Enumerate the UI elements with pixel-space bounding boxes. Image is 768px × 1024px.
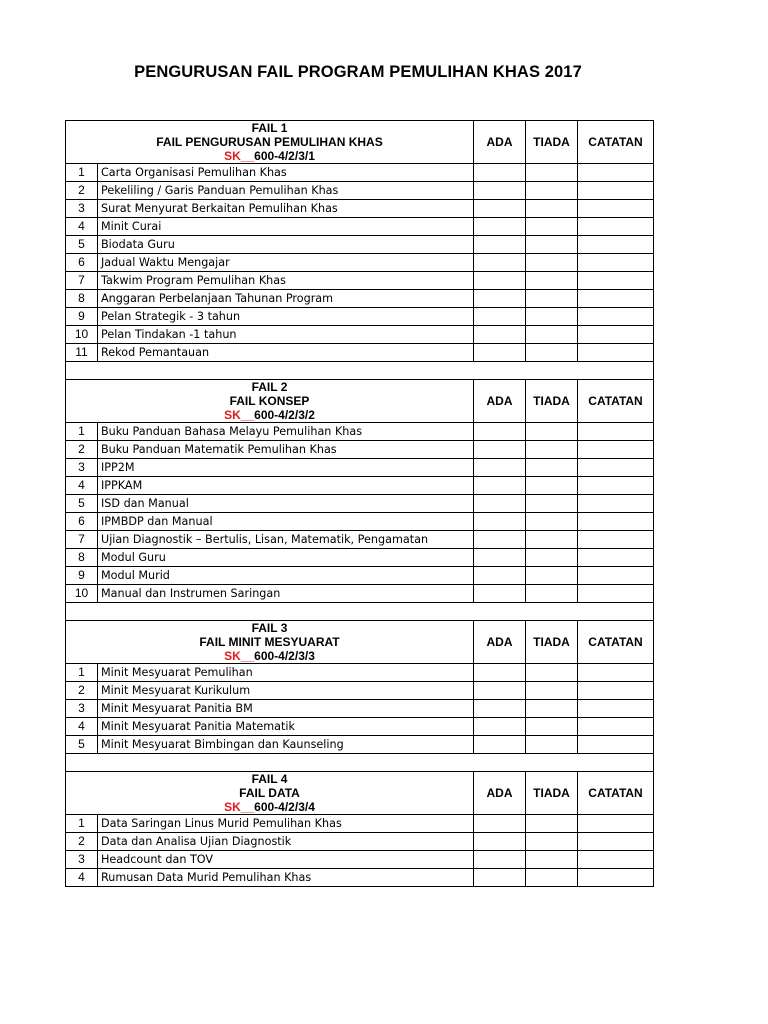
fail-3-reference bbox=[66, 649, 473, 663]
item-description: Rumusan Data Murid Pemulihan Khas bbox=[98, 869, 474, 887]
item-description: Headcount dan TOV bbox=[98, 851, 474, 869]
tiada-checkbox-cell[interactable] bbox=[526, 815, 578, 833]
table-row bbox=[66, 326, 654, 344]
tiada-checkbox-cell[interactable] bbox=[526, 513, 578, 531]
table-row bbox=[66, 459, 654, 477]
item-number: 2 bbox=[66, 182, 98, 200]
fail-4-file-ref: 600-4/2/3/4 bbox=[254, 800, 315, 814]
ada-checkbox-cell[interactable] bbox=[474, 495, 526, 513]
table-row bbox=[66, 682, 654, 700]
catatan-note-cell[interactable] bbox=[578, 423, 654, 441]
table-row bbox=[66, 290, 654, 308]
table-row bbox=[66, 513, 654, 531]
item-description: IPP2M bbox=[98, 459, 474, 477]
fail-3-col-tiada: TIADA bbox=[526, 621, 578, 664]
catatan-note-cell[interactable] bbox=[578, 164, 654, 182]
catatan-note-cell[interactable] bbox=[578, 308, 654, 326]
catatan-note-cell[interactable] bbox=[578, 459, 654, 477]
catatan-note-cell[interactable] bbox=[578, 326, 654, 344]
ada-checkbox-cell[interactable] bbox=[474, 459, 526, 477]
tiada-checkbox-cell[interactable] bbox=[526, 700, 578, 718]
section-spacer-row bbox=[66, 362, 654, 380]
item-description: Minit Mesyuarat Pemulihan bbox=[98, 664, 474, 682]
catatan-note-cell[interactable] bbox=[578, 567, 654, 585]
item-description: Modul Guru bbox=[98, 549, 474, 567]
fail-4-title-cell bbox=[66, 772, 474, 815]
item-description: Minit Mesyuarat Panitia BM bbox=[98, 700, 474, 718]
item-description: Data dan Analisa Ujian Diagnostik bbox=[98, 833, 474, 851]
table-row bbox=[66, 815, 654, 833]
fail-2-file-ref: 600-4/2/3/2 bbox=[254, 408, 315, 422]
catatan-note-cell[interactable] bbox=[578, 513, 654, 531]
fail-2-col-catatan: CATATAN bbox=[578, 380, 654, 423]
catatan-note-cell[interactable] bbox=[578, 495, 654, 513]
item-description: Jadual Waktu Mengajar bbox=[98, 254, 474, 272]
catatan-note-cell[interactable] bbox=[578, 700, 654, 718]
item-number: 1 bbox=[66, 815, 98, 833]
catatan-note-cell[interactable] bbox=[578, 200, 654, 218]
item-number: 4 bbox=[66, 718, 98, 736]
checklist-table-body bbox=[66, 121, 654, 887]
catatan-note-cell[interactable] bbox=[578, 441, 654, 459]
fail-4-sk-prefix: SK__ bbox=[224, 800, 255, 814]
catatan-note-cell[interactable] bbox=[578, 585, 654, 603]
spacer-cell bbox=[66, 362, 654, 380]
tiada-checkbox-cell[interactable] bbox=[526, 182, 578, 200]
item-description: Carta Organisasi Pemulihan Khas bbox=[98, 164, 474, 182]
tiada-checkbox-cell[interactable] bbox=[526, 718, 578, 736]
spacer-cell bbox=[66, 603, 654, 621]
ada-checkbox-cell[interactable] bbox=[474, 700, 526, 718]
ada-checkbox-cell[interactable] bbox=[474, 549, 526, 567]
table-row bbox=[66, 549, 654, 567]
fail-2-header-row bbox=[66, 380, 654, 423]
item-description: ISD dan Manual bbox=[98, 495, 474, 513]
tiada-checkbox-cell[interactable] bbox=[526, 344, 578, 362]
item-number: 4 bbox=[66, 477, 98, 495]
catatan-note-cell[interactable] bbox=[578, 815, 654, 833]
table-row bbox=[66, 182, 654, 200]
catatan-note-cell[interactable] bbox=[578, 549, 654, 567]
catatan-note-cell[interactable] bbox=[578, 477, 654, 495]
table-row bbox=[66, 272, 654, 290]
ada-checkbox-cell[interactable] bbox=[474, 236, 526, 254]
section-spacer-row bbox=[66, 754, 654, 772]
ada-checkbox-cell[interactable] bbox=[474, 531, 526, 549]
item-number: 10 bbox=[66, 326, 98, 344]
catatan-note-cell[interactable] bbox=[578, 851, 654, 869]
fail-3-col-catatan: CATATAN bbox=[578, 621, 654, 664]
item-description: Minit Curai bbox=[98, 218, 474, 236]
tiada-checkbox-cell[interactable] bbox=[526, 531, 578, 549]
ada-checkbox-cell[interactable] bbox=[474, 290, 526, 308]
table-row bbox=[66, 531, 654, 549]
page-title: PENGURUSAN FAIL PROGRAM PEMULIHAN KHAS 2017 bbox=[134, 63, 582, 81]
ada-checkbox-cell[interactable] bbox=[474, 567, 526, 585]
ada-checkbox-cell[interactable] bbox=[474, 344, 526, 362]
fail-1-number: FAIL 1 bbox=[251, 121, 288, 135]
table-row bbox=[66, 736, 654, 754]
tiada-checkbox-cell[interactable] bbox=[526, 495, 578, 513]
ada-checkbox-cell[interactable] bbox=[474, 736, 526, 754]
ada-checkbox-cell[interactable] bbox=[474, 682, 526, 700]
tiada-checkbox-cell[interactable] bbox=[526, 477, 578, 495]
tiada-checkbox-cell[interactable] bbox=[526, 682, 578, 700]
catatan-note-cell[interactable] bbox=[578, 344, 654, 362]
catatan-note-cell[interactable] bbox=[578, 833, 654, 851]
tiada-checkbox-cell[interactable] bbox=[526, 585, 578, 603]
item-description: Takwim Program Pemulihan Khas bbox=[98, 272, 474, 290]
fail-1-title-cell bbox=[66, 121, 474, 164]
tiada-checkbox-cell[interactable] bbox=[526, 290, 578, 308]
fail-1-name: FAIL PENGURUSAN PEMULIHAN KHAS bbox=[156, 135, 383, 149]
tiada-checkbox-cell[interactable] bbox=[526, 549, 578, 567]
table-row bbox=[66, 236, 654, 254]
tiada-checkbox-cell[interactable] bbox=[526, 736, 578, 754]
table-row bbox=[66, 423, 654, 441]
catatan-note-cell[interactable] bbox=[578, 236, 654, 254]
fail-4-col-ada: ADA bbox=[474, 772, 526, 815]
item-description: Data Saringan Linus Murid Pemulihan Khas bbox=[98, 815, 474, 833]
fail-3-file-ref: 600-4/2/3/3 bbox=[254, 649, 315, 663]
catatan-note-cell[interactable] bbox=[578, 736, 654, 754]
ada-checkbox-cell[interactable] bbox=[474, 326, 526, 344]
tiada-checkbox-cell[interactable] bbox=[526, 851, 578, 869]
tiada-checkbox-cell[interactable] bbox=[526, 869, 578, 887]
table-row bbox=[66, 200, 654, 218]
tiada-checkbox-cell[interactable] bbox=[526, 236, 578, 254]
catatan-note-cell[interactable] bbox=[578, 682, 654, 700]
tiada-checkbox-cell[interactable] bbox=[526, 164, 578, 182]
table-row bbox=[66, 585, 654, 603]
item-number: 2 bbox=[66, 441, 98, 459]
table-row bbox=[66, 851, 654, 869]
item-description: Pelan Tindakan -1 tahun bbox=[98, 326, 474, 344]
item-number: 7 bbox=[66, 531, 98, 549]
table-row bbox=[66, 164, 654, 182]
item-number: 6 bbox=[66, 513, 98, 531]
item-description: Buku Panduan Bahasa Melayu Pemulihan Khas bbox=[98, 423, 474, 441]
tiada-checkbox-cell[interactable] bbox=[526, 459, 578, 477]
ada-checkbox-cell[interactable] bbox=[474, 851, 526, 869]
ada-checkbox-cell[interactable] bbox=[474, 200, 526, 218]
tiada-checkbox-cell[interactable] bbox=[526, 441, 578, 459]
fail-2-sk-prefix: SK__ bbox=[224, 408, 255, 422]
item-number: 1 bbox=[66, 423, 98, 441]
item-number: 1 bbox=[66, 164, 98, 182]
fail-1-col-ada: ADA bbox=[474, 121, 526, 164]
tiada-checkbox-cell[interactable] bbox=[526, 218, 578, 236]
fail-4-header-row bbox=[66, 772, 654, 815]
fail-1-col-catatan: CATATAN bbox=[578, 121, 654, 164]
ada-checkbox-cell[interactable] bbox=[474, 272, 526, 290]
table-row bbox=[66, 218, 654, 236]
item-number: 3 bbox=[66, 851, 98, 869]
fail-2-number: FAIL 2 bbox=[251, 380, 288, 394]
fail-4-number: FAIL 4 bbox=[251, 772, 288, 786]
item-number: 11 bbox=[66, 344, 98, 362]
table-row bbox=[66, 477, 654, 495]
ada-checkbox-cell[interactable] bbox=[474, 477, 526, 495]
tiada-checkbox-cell[interactable] bbox=[526, 326, 578, 344]
item-number: 2 bbox=[66, 833, 98, 851]
table-row bbox=[66, 664, 654, 682]
fail-4-col-tiada: TIADA bbox=[526, 772, 578, 815]
table-row bbox=[66, 308, 654, 326]
ada-checkbox-cell[interactable] bbox=[474, 833, 526, 851]
item-description: Surat Menyurat Berkaitan Pemulihan Khas bbox=[98, 200, 474, 218]
ada-checkbox-cell[interactable] bbox=[474, 585, 526, 603]
tiada-checkbox-cell[interactable] bbox=[526, 272, 578, 290]
catatan-note-cell[interactable] bbox=[578, 272, 654, 290]
ada-checkbox-cell[interactable] bbox=[474, 718, 526, 736]
tiada-checkbox-cell[interactable] bbox=[526, 423, 578, 441]
table-row bbox=[66, 718, 654, 736]
item-description: Modul Murid bbox=[98, 567, 474, 585]
ada-checkbox-cell[interactable] bbox=[474, 441, 526, 459]
item-number: 4 bbox=[66, 218, 98, 236]
table-row bbox=[66, 869, 654, 887]
item-description: Ujian Diagnostik – Bertulis, Lisan, Matematik, Pengamatan bbox=[98, 531, 474, 549]
fail-1-file-ref: 600-4/2/3/1 bbox=[254, 149, 315, 163]
ada-checkbox-cell[interactable] bbox=[474, 513, 526, 531]
item-description: IPPKAM bbox=[98, 477, 474, 495]
tiada-checkbox-cell[interactable] bbox=[526, 567, 578, 585]
table-row bbox=[66, 700, 654, 718]
catatan-note-cell[interactable] bbox=[578, 182, 654, 200]
ada-checkbox-cell[interactable] bbox=[474, 664, 526, 682]
fail-1-header-row bbox=[66, 121, 654, 164]
item-number: 3 bbox=[66, 459, 98, 477]
table-row bbox=[66, 254, 654, 272]
checklist-table bbox=[65, 120, 654, 887]
table-row bbox=[66, 567, 654, 585]
item-number: 1 bbox=[66, 664, 98, 682]
item-number: 5 bbox=[66, 495, 98, 513]
fail-1-col-tiada: TIADA bbox=[526, 121, 578, 164]
fail-2-col-tiada: TIADA bbox=[526, 380, 578, 423]
fail-3-number: FAIL 3 bbox=[251, 621, 288, 635]
fail-3-title-cell bbox=[66, 621, 474, 664]
item-number: 2 bbox=[66, 682, 98, 700]
tiada-checkbox-cell[interactable] bbox=[526, 254, 578, 272]
fail-2-name: FAIL KONSEP bbox=[229, 394, 310, 408]
catatan-note-cell[interactable] bbox=[578, 531, 654, 549]
ada-checkbox-cell[interactable] bbox=[474, 869, 526, 887]
fail-3-header-row bbox=[66, 621, 654, 664]
item-number: 8 bbox=[66, 290, 98, 308]
item-description: Minit Mesyuarat Panitia Matematik bbox=[98, 718, 474, 736]
fail-2-col-ada: ADA bbox=[474, 380, 526, 423]
item-description: Pelan Strategik - 3 tahun bbox=[98, 308, 474, 326]
item-number: 10 bbox=[66, 585, 98, 603]
tiada-checkbox-cell[interactable] bbox=[526, 664, 578, 682]
item-number: 8 bbox=[66, 549, 98, 567]
table-row bbox=[66, 441, 654, 459]
item-number: 3 bbox=[66, 700, 98, 718]
item-description: Anggaran Perbelanjaan Tahunan Program bbox=[98, 290, 474, 308]
fail-2-reference bbox=[66, 408, 473, 422]
ada-checkbox-cell[interactable] bbox=[474, 218, 526, 236]
item-number: 3 bbox=[66, 200, 98, 218]
item-description: Pekeliling / Garis Panduan Pemulihan Khas bbox=[98, 182, 474, 200]
item-number: 9 bbox=[66, 567, 98, 585]
fail-3-sk-prefix: SK__ bbox=[224, 649, 255, 663]
ada-checkbox-cell[interactable] bbox=[474, 182, 526, 200]
fail-1-reference bbox=[66, 149, 473, 163]
item-number: 5 bbox=[66, 736, 98, 754]
spacer-cell bbox=[66, 754, 654, 772]
catatan-note-cell[interactable] bbox=[578, 290, 654, 308]
item-number: 4 bbox=[66, 869, 98, 887]
tiada-checkbox-cell[interactable] bbox=[526, 833, 578, 851]
fail-1-sk-prefix: SK__ bbox=[224, 149, 255, 163]
fail-2-title-cell bbox=[66, 380, 474, 423]
item-description: Rekod Pemantauan bbox=[98, 344, 474, 362]
ada-checkbox-cell[interactable] bbox=[474, 164, 526, 182]
table-row bbox=[66, 495, 654, 513]
catatan-note-cell[interactable] bbox=[578, 218, 654, 236]
ada-checkbox-cell[interactable] bbox=[474, 815, 526, 833]
tiada-checkbox-cell[interactable] bbox=[526, 308, 578, 326]
item-description: Minit Mesyuarat Kurikulum bbox=[98, 682, 474, 700]
item-number: 5 bbox=[66, 236, 98, 254]
section-spacer-row bbox=[66, 603, 654, 621]
item-number: 9 bbox=[66, 308, 98, 326]
ada-checkbox-cell[interactable] bbox=[474, 423, 526, 441]
fail-3-col-ada: ADA bbox=[474, 621, 526, 664]
fail-4-name: FAIL DATA bbox=[239, 786, 300, 800]
fail-4-reference bbox=[66, 800, 473, 814]
fail-4-col-catatan: CATATAN bbox=[578, 772, 654, 815]
catatan-note-cell[interactable] bbox=[578, 869, 654, 887]
ada-checkbox-cell[interactable] bbox=[474, 308, 526, 326]
item-description: Biodata Guru bbox=[98, 236, 474, 254]
item-description: Manual dan Instrumen Saringan bbox=[98, 585, 474, 603]
fail-3-name: FAIL MINIT MESYUARAT bbox=[199, 635, 340, 649]
catatan-note-cell[interactable] bbox=[578, 254, 654, 272]
item-description: Minit Mesyuarat Bimbingan dan Kaunseling bbox=[98, 736, 474, 754]
item-number: 7 bbox=[66, 272, 98, 290]
table-row bbox=[66, 833, 654, 851]
item-description: IPMBDP dan Manual bbox=[98, 513, 474, 531]
catatan-note-cell[interactable] bbox=[578, 718, 654, 736]
item-description: Buku Panduan Matematik Pemulihan Khas bbox=[98, 441, 474, 459]
table-row bbox=[66, 344, 654, 362]
tiada-checkbox-cell[interactable] bbox=[526, 200, 578, 218]
item-number: 6 bbox=[66, 254, 98, 272]
ada-checkbox-cell[interactable] bbox=[474, 254, 526, 272]
catatan-note-cell[interactable] bbox=[578, 664, 654, 682]
